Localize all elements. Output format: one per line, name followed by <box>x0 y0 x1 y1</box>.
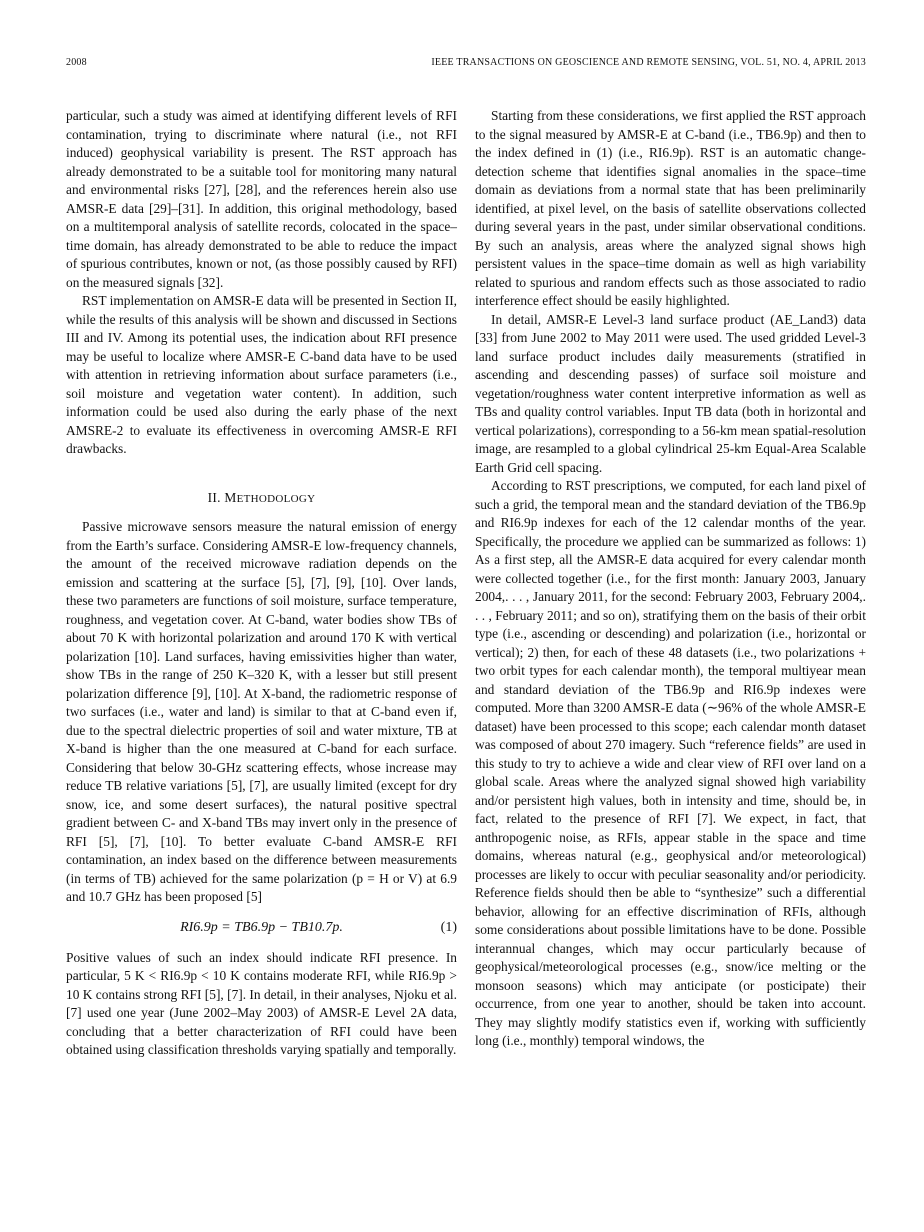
paragraph: Starting from these considerations, we first applied the RST approach to the signal measured by AMSR-E at C-band (i.e., TB6.9p) and then to the index defined in (1) (i.e., RI6.9p). RST is an automatic change-detection scheme that identifies signal anomalies in the space–time domain as deviations from a normal state that has been preliminarily identified, at pixel level, on the basis of satellite observations collected during several years in the past, under similar observational conditions. By such an analysis, areas where the analyzed signal shows high persistent values in the space–time domain as well as high variability related to spurious and random effects such as those associated to radio interference effect should be easily highlighted. <box>475 108 866 308</box>
journal-title: IEEE TRANSACTIONS ON GEOSCIENCE AND REMOTE SENSING, VOL. 51, NO. 4, APRIL 2013 <box>431 57 866 68</box>
paragraph: particular, such a study was aimed at identifying different levels of RFI contamination, trying to discriminate where natural (i.e., not RFI induced) geophysical variability is present. The RST approach has already demonstrated to be a suitable tool for monitoring many natural and environmental risks [27], [28], and the references herein also use AMSR-E data [29]–[31]. In addition, this original methodology, based on a multitemporal analysis of satellite records, colocated in the space–time domain, has already demonstrated to be able to reduce the impact of spurious contributes, known or not, (as those possibly caused by RFI) on the measured signals [32]. <box>66 108 457 290</box>
section-title-rest: ETHODOLOGY <box>236 492 316 505</box>
section-number: II. <box>207 489 221 505</box>
page-number: 2008 <box>66 57 87 68</box>
right-column <box>475 107 866 1051</box>
equation-number: (1) <box>440 919 457 935</box>
section-title-initial: M <box>224 489 237 505</box>
paragraph: Positive values of such an index should indicate RFI presence. In particular, 5 K < RI6.9p < 10 K contains moderate RFI, while RI6.9p > 10 K contains strong RFI [5], [7]. In detail, in their analyses, Njoku et al. [7] used one year (June 2002–May 2003) of AMSR-E Level 2A data, concluding that a better characterization of RFI could have been obtained using classification thresholds varying spatially and temporally. <box>66 949 457 1057</box>
left-column <box>66 107 457 1060</box>
paragraph: Passive microwave sensors measure the natural emission of energy from the Earth’s surface. Considering AMSR-E low-frequency channels, the amount of the received microwave radiation depends on the emission and scattering at the surface [5], [7], [9], [10]. Over lands, these two parameters are functions of soil moisture, surface temperature, roughness, and vegetation cover. At C-band, water bodies show TBs of about 70 K with horizontal polarization and around 170 K with vertical polarization [10]. Land surfaces, having emissivities higher than water, show TBs in the range of 250 K–320 K, with a lesser but still present polarization difference [9], [10]. At X-band, the radiometric response of two surfaces (i.e., water and land) is similar to that at C-band even if, due to the spectral dielectric properties of soil and water mixture, TB at X-band is higher than the one measured at C-band for each surface. Considering that below 30-GHz scattering effects, whose increase may reduce TB relative variations [5], [7], are usually limited (except for dry snow, ice, and some desert surfaces), the natural positive spectral gradient between C- and X-band TBs may invert only in the presence of RFI [5], [7], [10]. To better evaluate C-band AMSR-E RFI contamination, an index based on the difference between measurements (in terms of TB) achieved for the same polarization (p = H or V) at 6.9 and 10.7 GHz has been proposed [5] <box>66 519 457 904</box>
paragraph: RST implementation on AMSR-E data will be presented in Section II, while the results of this analysis will be shown and discussed in Sections III and IV. Among its potential uses, the indication about RFI presence may be useful to localize where AMSR-E C-band data have to be used with attention in retrieving information about surface parameters (i.e., soil moisture and vegetation water content). In addition, such information could be used also during the early phase of the next AMSRE-2 to evaluate its effectiveness in overcoming AMSR-E RFI drawbacks. <box>66 293 458 456</box>
section-heading <box>66 489 457 509</box>
paragraph: According to RST prescriptions, we computed, for each land pixel of such a grid, the temporal mean and the standard deviation of the TB6.9p and RI6.9p indexes for each of the 12 calendar months of the year. Specifically, the procedure we applied can be summarized as follows: 1) As a first step, all the AMSR-E data acquired for every calendar month were collected together (i.e., for the first month: January 2003, January 2004,. . . , January 2011, for the second: February 2003, February 2004,. . . , February 2011; and so on), stratifying them on the basis of their orbit type (i.e., ascending or descending) and polarization (i.e., horizontal or vertical); 2) then, for each of these 48 datasets (i.e., two polarizations + two orbit types for each calendar month), the temporal multiyear mean and standard deviation of the TB6.9p and RI6.9p indexes were computed. More than 3200 AMSR-E data (∼96% of the whole AMSR-E dataset) have been processed to this scope; each calendar month dataset was composed of about 270 imagery. Such “reference fields” are used in this study to try to achieve a wide and clear view of RFI over land on a global scale. Areas where the analyzed signal showed high variability and/or persistent high values, both in intensity and time, should be, in fact, related to the presence of RFI [7]. We expect, in fact, that anthropogenic noise, as RFIs, appear stable in the space and time domains, whereas natural (e.g., geophysical and/or meteorological) processes are likely to occur with peculiar seasonality and/or periodicity. Reference fields should then be able to “synthesize” such a differential behavior, allowing for an effective discrimination of RFIs, although some considerations about possible limitations have to be done. Possible interannual changes, which may occur particularly because of geophysical/meteorological processes (e.g., snow/ice melting or the monsoon seasons) which may anticipate (or posticipate) their occurrence, from one year to another, should be taken into account. They may slightly modify statistics even if, working with sufficiently long (i.e., monthly) temporal windows, the <box>475 478 866 1048</box>
equation-body: RI6.9p = TB6.9p − TB10.7p. <box>180 919 343 935</box>
paragraph: In detail, AMSR-E Level-3 land surface product (AE_Land3) data [33] from June 2002 to May 2011 were used. The used gridded Level-3 land surface product includes daily measurements (stratified in ascending and descending passes) of surface soil moisture and vegetation/roughness water content interpretive information as well as TBs and quality control variables. Input TB data (both in horizontal and vertical polarizations), corresponding to a 56-km mean spatial-resolution image, are resampled to a global cylindrical 25-km Equal-Area Scalable Earth Grid cell spacing. <box>475 311 866 475</box>
equation <box>66 919 457 939</box>
